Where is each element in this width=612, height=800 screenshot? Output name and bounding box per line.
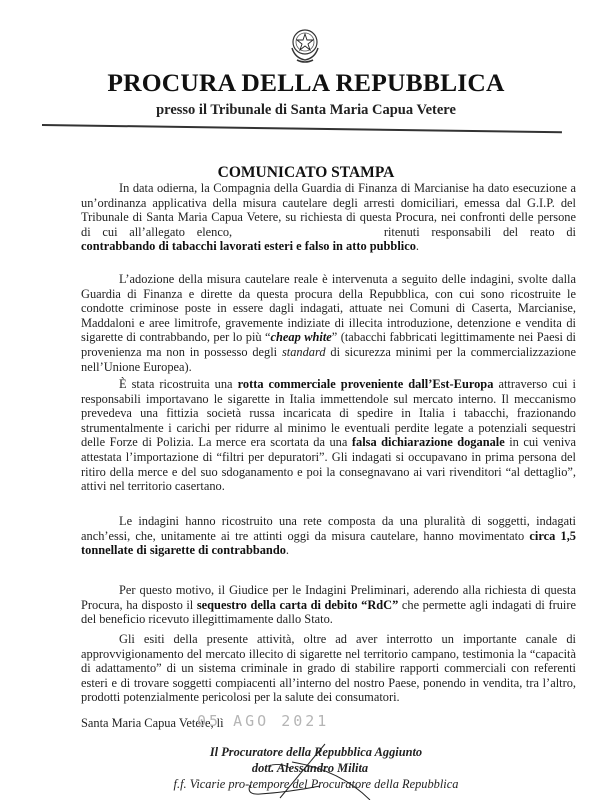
italian-republic-emblem-icon <box>287 26 323 66</box>
paragraph-text: attraverso cui i responsabili importavano le sigarette in Italia immettendole sul mercato interno. Il meccanismo prevedeva una fittizia società russa incaricata di spedire in Italia i tabacchi, frazionando strumentalmente i carichi per ridurre al minimo le eventuali perdite legate a potenziali sequestri delle Forze di Polizia. La merce era scortata da una <box>81 377 576 450</box>
date-stamp: 05 AGO 2021 <box>197 712 330 730</box>
handwritten-signature-icon <box>220 740 400 800</box>
paragraph-5 <box>81 583 576 627</box>
paragraph-text: L’adozione della misura cautelare reale è intervenuta a seguito delle indagini, svolte dalla Guardia di Finanza e dirette da questa procura della Repubblica, con cui sono ricostruite le condotte criminose poste in essere dagli indagati, attuate nei Comuni di Caserta, Marcianise, Maddaloni e aree limitrofe, gravemente indiziate di illecita introduzione, detenzione e vendita di sigarette di contrabbando, per lo più “ <box>81 272 576 345</box>
paragraph-text: che permette agli indagati di fruire del beneficio ricevuto illegittimamente dallo Stato. <box>81 597 576 627</box>
document-heading: COMUNICATO STAMPA <box>217 164 395 181</box>
signer-name: dott. Alessandro Milita <box>251 761 369 775</box>
paragraph-2 <box>81 272 576 374</box>
paragraph-text: ” (tabacchi fabbricati legittimamente nei Paesi di provenienza ma non in possesso degli <box>81 330 576 359</box>
italic-text: standard <box>281 344 326 359</box>
paragraph-text: Le indagini hanno ricostruito una rete composta da una pluralità di soggetti, indagati anch’essi, che, unitamente ai tre attinti oggi da misura cautelare, hanno movimentato <box>81 514 576 543</box>
paragraph-6 <box>81 632 576 705</box>
paragraph-text: in cui veniva attestata l’importazione di “filtri per depuratori”. Gli indagati si occupavano in prima persona del ritiro della merce e del suo sdoganamento e poi la consegnavano ai vari rivenditori “al dettaglio”, attivi nel territorio casertano. <box>81 435 576 494</box>
bold-text: circa 1,5 tonnellate di sigarette di contrabbando <box>81 528 576 558</box>
place-and-date-label: Santa Maria Capua Vetere, lì <box>81 716 224 730</box>
paragraph-text: Per questo motivo, il Giudice per le Indagini Preliminari, aderendo alla richiesta di questa Procura, ha disposto il <box>81 583 576 612</box>
office-subtitle: presso il Tribunale di Santa Maria Capua Vetere <box>156 102 456 118</box>
bold-text: sequestro della carta di debito “RdC” <box>196 597 399 612</box>
bold-text: rotta commerciale proveniente dall’Est-Europa <box>237 377 494 391</box>
paragraph-text: . <box>285 543 290 558</box>
paragraph-3 <box>81 377 576 494</box>
bold-text: falsa dichiarazione doganale <box>351 435 505 450</box>
bold-text: contrabbando di tabacchi lavorati esteri e falso in atto pubblico <box>81 239 416 254</box>
paragraph-text: In data odierna, la Compagnia della Guardia di Finanza di Marcianise ha dato esecuzione a un’ordinanza applicativa della misura cautelare degli arresti domiciliari, emessa dal G.I.P. del Tribunale di Santa Maria Capua Vetere, su richiesta di questa Procura, nei confronti delle persone di cui all’allegato elenco, <box>81 181 576 239</box>
paragraph-text: È stata ricostruita una <box>119 377 233 391</box>
signer-note: f.f. Vicarie pro-tempore del Procuratore della Repubblica <box>173 777 459 791</box>
paragraph-1 <box>81 181 576 254</box>
office-title: PROCURA DELLA REPUBBLICA <box>107 68 505 97</box>
paragraph-text: . <box>415 239 420 254</box>
paragraph-4 <box>81 514 576 558</box>
signer-role: Il Procuratore della Repubblica Aggiunto <box>209 745 423 759</box>
paragraph-text: di sicurezza minimi per la commercializzazione nell’Unione Europea). <box>81 344 576 374</box>
paragraph-text: Gli esiti della presente attività, oltre ad aver interrotto un importante canale di approvvigionamento del mercato illecito di sigarette nel territorio campano, testimonia la “capacità di adattamento” di un sistema criminale in grado di stabilire rapporti commerciali con referenti esteri e di trovare soggetti compiacenti all’interno del nostro Paese, ponendo in vendita, tra l’altro, prodotti potenzialmente pericolosi per la salute dei consumatori. <box>81 632 576 705</box>
paragraph-text: ritenuti responsabili del reato di <box>383 224 576 239</box>
header-divider <box>42 124 562 133</box>
bold-italic-text: cheap white <box>270 330 332 345</box>
